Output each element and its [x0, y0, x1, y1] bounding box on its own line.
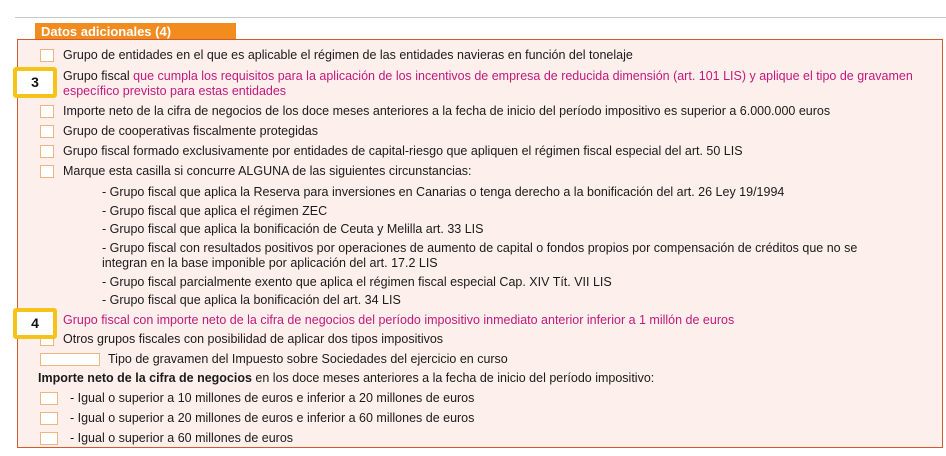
option-navieras: [40, 48, 633, 63]
section-title: Datos adicionales (4): [35, 23, 236, 40]
option-capital-riesgo-label: Grupo fiscal formado exclusivamente por entidades de capital-riesgo que apliquen el régimen fiscal especial del art. 50 LIS: [63, 144, 743, 158]
checkbox-importe-6m[interactable]: [40, 105, 54, 118]
option-cooperativas: [40, 124, 318, 139]
circumstance-item: - Grupo fiscal que aplica la bonificación del art. 34 LIS: [102, 293, 401, 307]
option-reducida-dimension: [40, 69, 935, 99]
datos-adicionales-panel: [17, 39, 943, 448]
importe-range-row: [40, 391, 474, 406]
circumstance-item: - Grupo fiscal que aplica la bonificación de Ceuta y Melilla art. 33 LIS: [102, 222, 484, 236]
option-inferior-1m: [40, 313, 734, 328]
checkbox-range-20-60[interactable]: [40, 412, 58, 425]
circumstance-item: - Grupo fiscal parcialmente exento que aplica el régimen fiscal especial Cap. XIV Tít. VII LIS: [102, 275, 612, 289]
callout-badge-3: 3: [13, 67, 57, 98]
checkbox-range-60[interactable]: [40, 432, 58, 445]
checkbox-circunstancias[interactable]: [40, 165, 54, 178]
option-importe-6m-label: Importe neto de la cifra de negocios de los doce meses anteriores a la fecha de inicio del período impositivo es superior a 6.000.000 euros: [63, 104, 831, 118]
tipo-gravamen-row: [40, 352, 508, 367]
importe-heading-rest: en los doce meses anteriores a la fecha de inicio del período impositivo:: [251, 371, 655, 385]
top-divider: [15, 17, 946, 18]
circumstance-item: - Grupo fiscal que aplica la Reserva para inversiones en Canarias o tenga derecho a la bonificación del art. 26 Ley 19/1994: [102, 185, 785, 199]
circumstance-item: - Grupo fiscal con resultados positivos por operaciones de aumento de capital o fondos propios por compensación de créditos que no se integran en la base imponible por aplicación del art. 17.2 LIS: [102, 241, 858, 270]
option-reducida-plain: Grupo fiscal: [63, 69, 134, 83]
importe-heading: [38, 371, 654, 386]
range-label: - Igual o superior a 10 millones de euros e inferior a 20 millones de euros: [70, 391, 475, 405]
circumstance-item: - Grupo fiscal que aplica el régimen ZEC: [102, 204, 328, 218]
option-circunstancias: [40, 164, 472, 179]
checkbox-cooperativas[interactable]: [40, 125, 54, 138]
callout-badge-4: 4: [13, 308, 57, 339]
option-otros-grupos-label: Otros grupos fiscales con posibilidad de aplicar dos tipos impositivos: [63, 332, 444, 346]
option-circunstancias-label: Marque esta casilla si concurre ALGUNA de las siguientes circunstancias:: [63, 164, 472, 178]
option-importe-6m: [40, 104, 830, 119]
option-navieras-label: Grupo de entidades en el que es aplicable el régimen de las entidades navieras en función del tonelaje: [63, 48, 633, 62]
option-cooperativas-label: Grupo de cooperativas fiscalmente protegidas: [63, 124, 319, 138]
checkbox-range-10-20[interactable]: [40, 392, 58, 405]
importe-heading-text: [38, 371, 654, 386]
option-capital-riesgo: [40, 144, 743, 159]
tipo-gravamen-label: Tipo de gravamen del Impuesto sobre Sociedades del ejercicio en curso: [108, 352, 508, 366]
option-reducida-highlight: que cumpla los requisitos para la aplicación de los incentivos de empresa de reducida dimensión (art. 101 LIS) y aplique el tipo de gravamen específico previsto para estas entidades: [63, 69, 913, 98]
importe-heading-bold: Importe neto de la cifra de negocios: [38, 371, 252, 385]
importe-range-row: [40, 431, 293, 446]
checkbox-navieras[interactable]: [40, 49, 54, 62]
option-reducida-dimension-label: [63, 69, 935, 99]
tipo-gravamen-input[interactable]: [40, 353, 100, 366]
importe-range-row: [40, 411, 474, 426]
range-label: - Igual o superior a 20 millones de euros e inferior a 60 millones de euros: [70, 411, 475, 425]
checkbox-capital-riesgo[interactable]: [40, 145, 54, 158]
option-otros-grupos: [40, 332, 443, 347]
option-inferior-1m-label: Grupo fiscal con importe neto de la cifra de negocios del período impositivo inmediato anterior inferior a 1 millón de euros: [63, 313, 735, 327]
range-label: - Igual o superior a 60 millones de euros: [70, 431, 294, 445]
